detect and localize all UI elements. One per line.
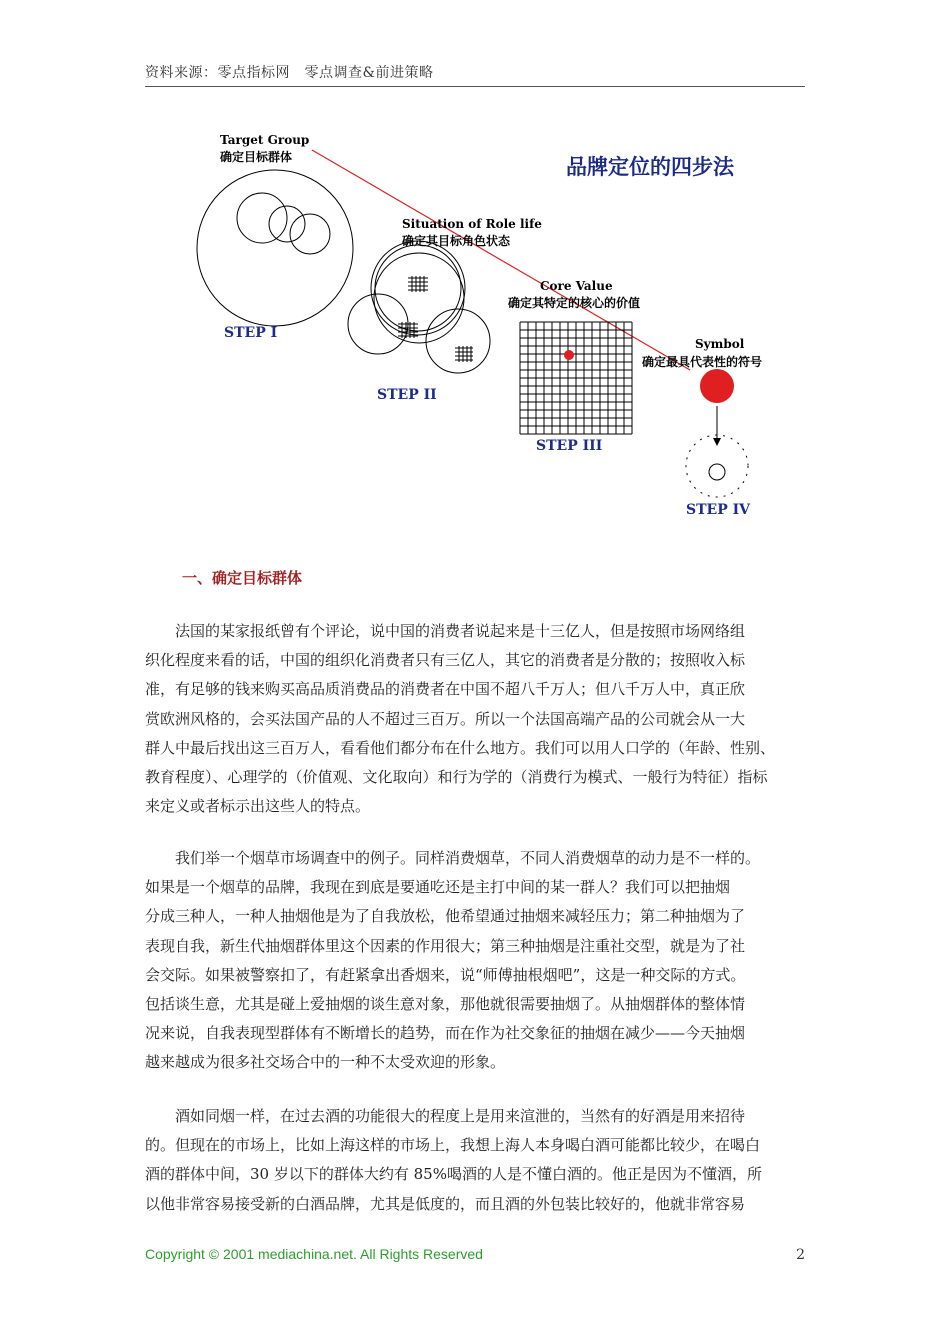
paragraph-line: 越来越成为很多社交场合中的一种不太受欢迎的形象。 <box>145 1053 506 1072</box>
page-header <box>145 64 805 87</box>
step3-zh-label: 确定其特定的核心的价值 <box>508 296 641 310</box>
symbol-red-circle <box>700 369 734 403</box>
step4-zh-label: 确定最具代表性的符号 <box>642 355 763 369</box>
paragraph-line: 织化程度来看的话，中国的组织化消费者只有三亿人，其它的消费者是分散的；按照收入标 <box>145 651 746 670</box>
paragraph-line: 法国的某家报纸曾有个评论，说中国的消费者说起来是十三亿人，但是按照市场网络组 <box>145 622 746 640</box>
brand-positioning-diagram <box>190 126 810 526</box>
step2-role-circles <box>348 241 490 373</box>
paragraph-2 <box>145 844 810 1078</box>
core-value-dot <box>564 350 574 360</box>
paragraph-line: 况来说，自我表现型群体有不断增长的趋势，而在作为社交象征的抽烟在减少——今天抽烟 <box>145 1024 746 1043</box>
step4-en-label: Symbol <box>695 337 745 351</box>
paragraph-line: 表现自我，新生代抽烟群体里这个因素的作用很大；第三种抽烟是注重社交型，就是为了社 <box>145 936 746 955</box>
paragraph-line: 分成三种人，一种人抽烟他是为了自我放松，他希望通过抽烟来减轻压力；第二种抽烟为了 <box>145 907 746 926</box>
step1-en-label: Target Group <box>220 133 310 147</box>
step4-label: STEP IV <box>686 502 751 518</box>
step3-en-label: Core Value <box>540 279 613 293</box>
step3-core-value-grid <box>520 322 632 434</box>
paragraph-line: 来定义或者标示出这些人的特点。 <box>145 797 371 816</box>
paragraph-1 <box>145 617 810 821</box>
diagram-title: 品牌定位的四步法 <box>566 154 734 179</box>
header-source: 资料来源：零点指标网 零点调查&前进策略 <box>145 65 434 81</box>
paragraph-line: 教育程度）、心理学的（价值观、文化取向）和行为学的（消费行为模式、一般行为特征）指标 <box>145 768 768 787</box>
paragraph-line: 以他非常容易接受新的白酒品牌，尤其是低度的，而且酒的外包装比较好的，他就非常容易 <box>145 1194 746 1213</box>
paragraph-line: 酒的群体中间，30 岁以下的群体大约有 85%喝酒的人是不懂白酒的。他正是因为不懂酒，所 <box>145 1165 762 1184</box>
paragraph-line: 准，有足够的钱来购买高品质消费品的消费者在中国不超八千万人；但八千万人中，真正欣 <box>145 680 746 699</box>
paragraph-line: 如果是一个烟草的品牌，我现在到底是要通吃还是主打中间的某一群人？我们可以把抽烟 <box>145 878 731 897</box>
step3-label: STEP III <box>536 438 603 454</box>
paragraph-line: 赏欧洲风格的，会买法国产品的人不超过三百万。所以一个法国高端产品的公司就会从一大 <box>145 709 746 728</box>
paragraph-3 <box>145 1102 810 1219</box>
paragraph-line: 酒如同烟一样，在过去酒的功能很大的程度上是用来渲泄的，当然有的好酒是用来招待 <box>145 1107 746 1125</box>
paragraph-line: 会交际。如果被警察扣了，有赶紧拿出香烟来，说“师傅抽根烟吧”，这是一种交际的方式。 <box>145 965 746 984</box>
step2-en-label: Situation of Role life <box>402 217 542 231</box>
step1-target-group-circles <box>197 170 353 326</box>
symbol-small-circle <box>709 464 725 480</box>
diagram-svg <box>190 126 810 526</box>
paragraph-line: 的。但现在的市场上，比如上海这样的市场上，我想上海人本身喝白酒可能都比较少，在喝白 <box>145 1136 761 1155</box>
section-title: 一、确定目标群体 <box>182 569 303 587</box>
step2-zh-label: 确定其目标角色状态 <box>402 234 511 248</box>
step1-label: STEP I <box>224 325 278 341</box>
arrow-down-icon <box>713 438 721 446</box>
paragraph-line: 我们举一个烟草市场调查中的例子。同样消费烟草，不同人消费烟草的动力是不一样的。 <box>145 849 761 867</box>
step1-zh-label: 确定目标群体 <box>220 150 293 164</box>
paragraph-line: 群人中最后找出这三百万人，看看他们都分布在什么地方。我们可以用人口学的（年龄、性别、 <box>145 738 776 757</box>
paragraph-line: 包括谈生意，尤其是碰上爱抽烟的谈生意对象，那他就很需要抽烟了。从抽烟群体的整体情 <box>145 995 746 1014</box>
connecting-line <box>312 150 690 370</box>
page-number: 2 <box>796 1247 805 1263</box>
step2-label: STEP II <box>377 387 437 403</box>
footer-copyright: Copyright © 2001 mediachina.net. All Rights Reserved <box>145 1246 483 1262</box>
